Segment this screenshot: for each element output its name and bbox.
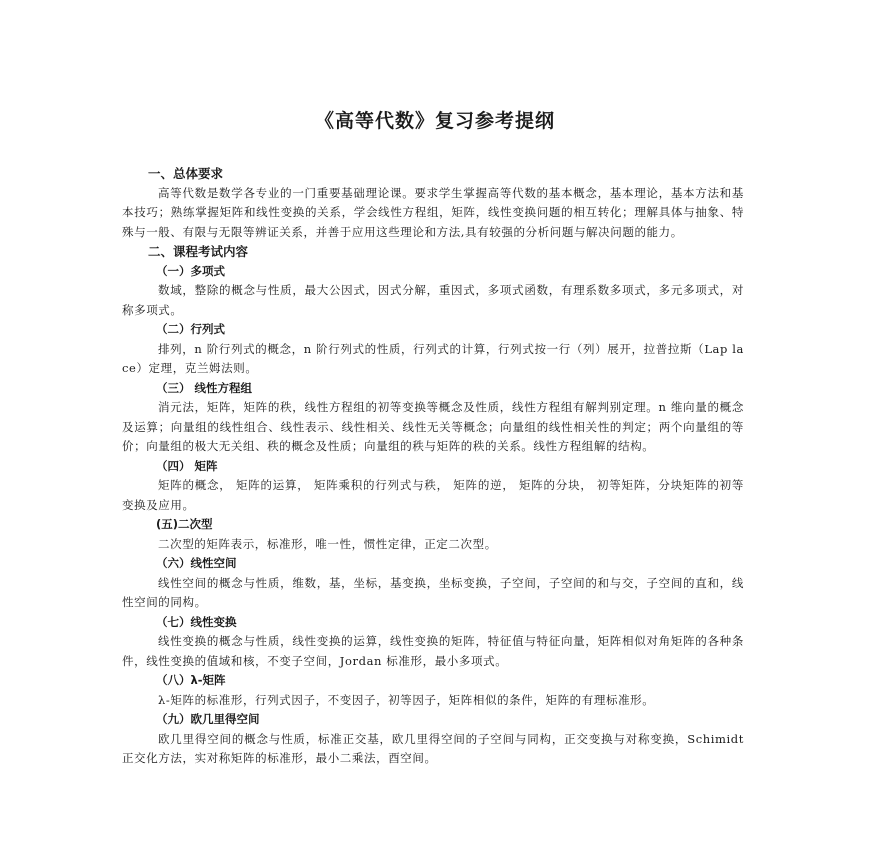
section-heading-content: 二、课程考试内容 <box>148 244 249 259</box>
document-title: 《高等代数》复习参考提纲 <box>314 110 555 132</box>
subsection-heading-euclidean-space: （九）欧几里得空间 <box>156 712 260 726</box>
subsection-heading-linear-transformation: （七）线性变换 <box>156 614 237 629</box>
section-heading-general: 一、总体要求 <box>148 166 224 181</box>
subsection-text-linear-transformation: 线性变换的概念与性质，线性变换的运算，线性变换的矩阵，特征值与特征向量，矩阵相似对角矩阵的各种条件，线性变换的值域和核，不变子空间，Jordan 标准形，最小多项式。 <box>122 634 744 668</box>
document-body <box>122 164 744 769</box>
section-text-general: 高等代数是数学各专业的一门重要基础理论课。要求学生掌握高等代数的基本概念，基本理论，基本方法和基本技巧；熟练掌握矩阵和线性变换的关系，学会线性方程组，矩阵，线性变换问题的相互转化；理解具体与抽象、特殊与一般、有限与无限等辨证关系，并善于应用这些理论和方法,具有较强的分析问题与解决问题的能力。 <box>122 185 744 239</box>
subsection-text-linear-space: 线性空间的概念与性质，维数，基，坐标，基变换，坐标变换，子空间，子空间的和与交，子空间的直和，线性空间的同构。 <box>122 575 744 609</box>
subsection-heading-matrix: （四） 矩阵 <box>156 458 218 473</box>
subsection-heading-linear-equations: （三） 线性方程组 <box>156 380 253 395</box>
subsection-text-linear-equations: 消元法，矩阵，矩阵的秩，线性方程组的初等变换等概念及性质，线性方程组有解判别定理。n 维向量的概念及运算；向量组的线性组合、线性表示、线性相关、线性无关等概念；向量组的线性相关性的判定；两个向量组的等价；向量组的极大无关组、秩的概念及性质；向量组的秩与矩阵的秩的关系。线性方程组解的结构。 <box>122 400 744 453</box>
subsection-heading-linear-space: （六）线性空间 <box>156 556 237 570</box>
subsection-heading-determinant: （二）行列式 <box>156 322 225 336</box>
subsection-text-polynomial: 数域，整除的概念与性质，最大公因式，因式分解，重因式，多项式函数，有理系数多项式，多元多项式，对称多项式。 <box>122 283 744 317</box>
subsection-text-quadratic-form: 二次型的矩阵表示，标准形，唯一性，惯性定律，正定二次型。 <box>158 536 497 551</box>
subsection-heading-lambda-matrix: （八）λ-矩阵 <box>156 673 226 687</box>
subsection-heading-polynomial: （一）多项式 <box>156 263 225 278</box>
subsection-text-euclidean-space: 欧几里得空间的概念与性质，标准正交基，欧几里得空间的子空间与同构，正交变换与对称变换，Schimidt 正交化方法，实对称矩阵的标准形，最小二乘法，酉空间。 <box>122 731 744 765</box>
subsection-text-lambda-matrix: λ-矩阵的标准形，行列式因子，不变因子，初等因子，矩阵相似的条件，矩阵的有理标准形。 <box>158 692 655 707</box>
subsection-text-matrix: 矩阵的概念， 矩阵的运算， 矩阵乘积的行列式与秩， 矩阵的逆， 矩阵的分块， 初等矩阵，分块矩阵的初等变换及应用。 <box>122 478 744 512</box>
subsection-heading-quadratic-form: (五)二次型 <box>156 517 213 531</box>
subsection-text-determinant: 排列，n 阶行列式的概念，n 阶行列式的性质，行列式的计算，行列式按一行（列）展开，拉普拉斯（Lap lace）定理，克兰姆法则。 <box>122 341 744 375</box>
